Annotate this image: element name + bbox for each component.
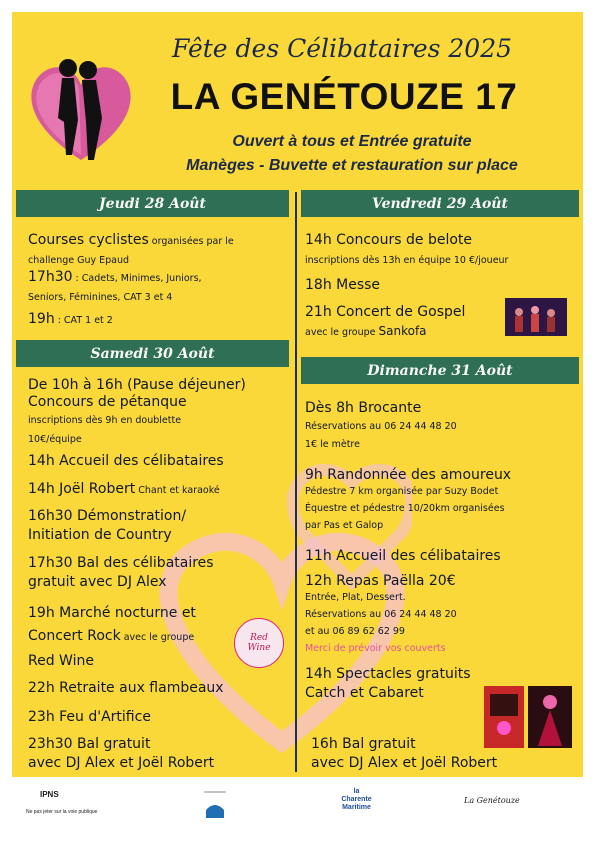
dimanche-event-2: 9h Randonnée des amoureux Pédestre 7 km organisée par Suzy Bodet Équestre et pédestre 10/20km organisées par Pas et Galop (305, 467, 512, 531)
poster-title-line1: Fête des Célibataires 2025 (171, 34, 513, 63)
samedi-event-3: 14h Joël Robert Chant et karaoké (28, 481, 220, 497)
cabaret-dancer-photo (528, 686, 572, 748)
dimanche-event-1: Dès 8h Brocante Réservations au 06 24 44 48 20 1€ le mètre (305, 400, 457, 450)
day-header-samedi: Samedi 30 Août (16, 340, 289, 367)
charente-maritime-logo: la Charente Maritime (341, 788, 372, 811)
vendredi-event-1: 14h Concours de belote inscriptions dès 13h en équipe 10 €/joueur (305, 232, 509, 266)
day-header-jeudi: Jeudi 28 Août (16, 190, 289, 217)
poster (12, 12, 583, 777)
red-wine-logo: Red Wine (234, 618, 284, 668)
day-header-dimanche: Dimanche 31 Août (301, 357, 579, 384)
jeudi-event-2: 17h30 : Cadets, Minimes, Juniors, Seniors, Féminines, CAT 3 et 4 (28, 269, 202, 303)
dimanche-event-5: 14h Spectacles gratuits Catch et Cabaret (305, 666, 471, 701)
vendredi-event-3: 21h Concert de Gospel avec le groupe Sankofa (305, 304, 466, 338)
samedi-event-5: 17h30 Bal des célibataires gratuit avec DJ Alex (28, 555, 214, 590)
samedi-event-1: De 10h à 16h (Pause déjeuner) Concours de pétanque inscriptions dès 9h en doublette 10€/équipe (28, 377, 246, 445)
day-header-vendredi: Vendredi 29 Août (301, 190, 579, 217)
poster-subtitle1: Ouvert à tous et Entrée gratuite (232, 133, 472, 150)
sponsor-logo-icon (200, 786, 230, 822)
samedi-event-9: 23h30 Bal gratuit avec DJ Alex et Joël Robert (28, 736, 215, 771)
disposal-note: Ne pas jeter sur la voie publique (26, 809, 98, 815)
poster-title-line2: LA GENÉTOUZE 17 (170, 76, 518, 117)
dimanche-event-3: 11h Accueil des célibataires (305, 548, 501, 564)
dimanche-event-6: 16h Bal gratuit avec DJ Alex et Joël Robert (311, 736, 498, 771)
la-genetouze-logo: La Genétouze (464, 796, 520, 805)
samedi-event-4: 16h30 Démonstration/ Initiation de Country (28, 508, 187, 543)
samedi-event-6: 19h Marché nocturne et Concert Rock avec le groupe Red Wine (28, 605, 196, 669)
ipns-label: IPNS (40, 790, 59, 799)
column-divider (295, 192, 297, 772)
samedi-event-2: 14h Accueil des célibataires (28, 453, 224, 469)
samedi-event-7: 22h Retraite aux flambeaux (28, 680, 224, 696)
dimanche-event-4: 12h Repas Paëlla 20€ Entrée, Plat, Dessert. Réservations au 06 24 44 48 20 et au 06 89 62 62 99 Merci de prévoir vos couverts (305, 573, 457, 654)
samedi-event-8: 23h Feu d'Artifice (28, 709, 151, 725)
jeudi-event-3: 19h : CAT 1 et 2 (28, 311, 113, 327)
vendredi-event-2: 18h Messe (305, 277, 381, 293)
footer (12, 782, 583, 827)
poster-subtitle2: Manèges - Buvette et restauration sur place (186, 157, 518, 174)
jeudi-event-1: Courses cyclistes organisées par le challenge Guy Epaud (28, 232, 234, 266)
gospel-concert-photo (505, 298, 567, 336)
